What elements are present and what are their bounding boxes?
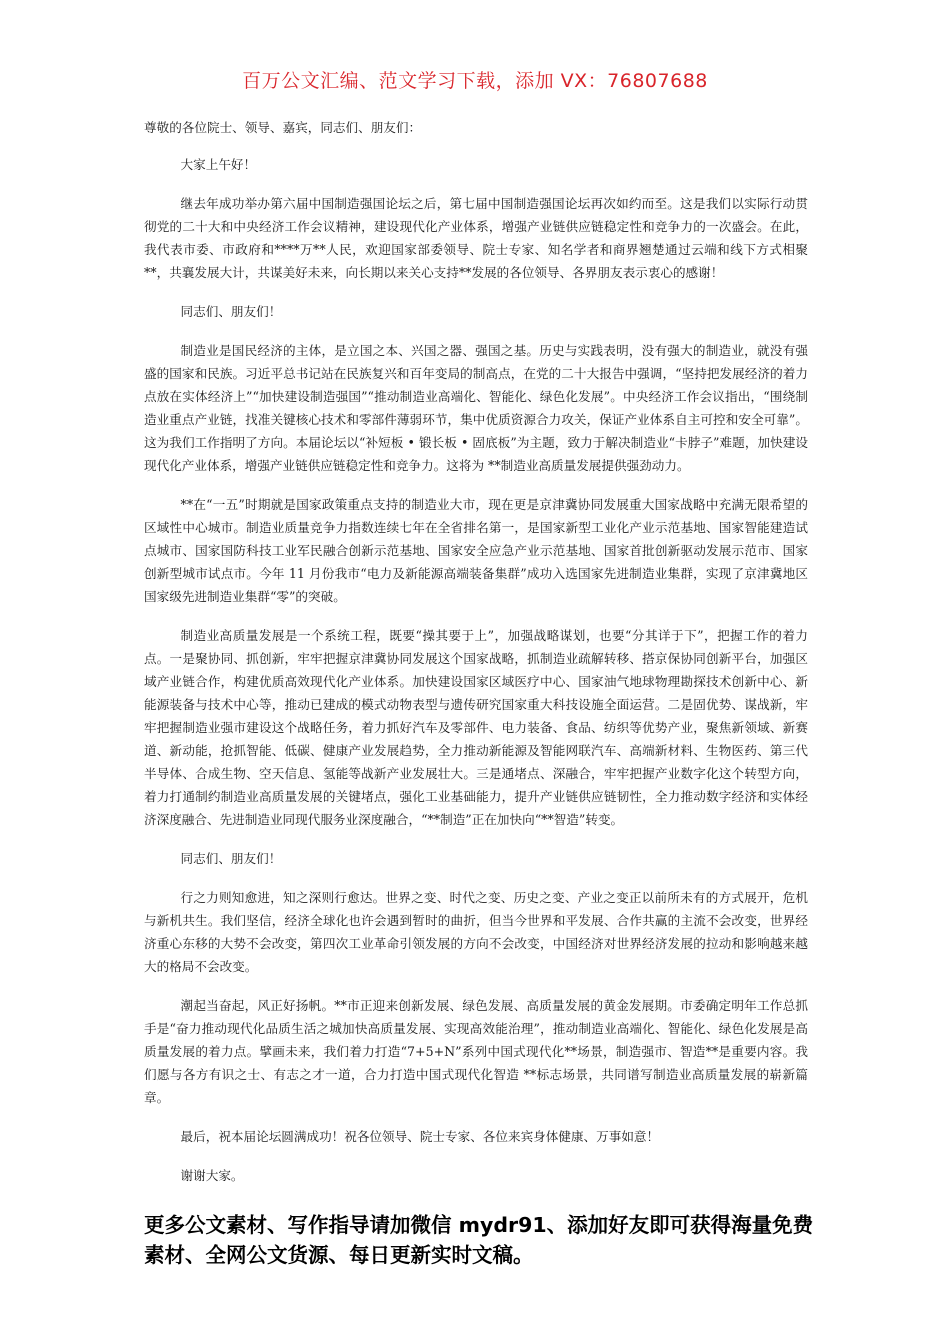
paragraph-thanks: 谢谢大家。: [180, 1168, 244, 1183]
paragraph-future-plans: 潮起当奋起，风正好扬帆。**市正迎来创新发展、绿色发展、高质量发展的黄金发展期。市委确定明年工作总抓手是“奋力推动现代化品质生活之城加快高质量发展、实现高效能治理”，推动制造业高端化、智能化、绿色化发展是高质量发展的着力点。擘画未来，我们着力打造“7+5+N”系列中国式现代化**场景，制造强市、智造**是重要内容。我们愿与各方有识之士、有志之才一道，合力打造中国式现代化智造 **标志场景，共同谱写制造业高质量发展的崭新篇章。: [144, 998, 808, 1105]
paragraph-wishes: 最后，祝本届论坛圆满成功！祝各位领导、院士专家、各位来宾身体健康、万事如意！: [180, 1129, 660, 1144]
footer-promo: 更多公文素材、写作指导请加微信 mydr91、添加好友即可获得海量免费素材、全网公文货源、每日更新实时文稿。: [144, 1213, 814, 1267]
paragraph-address: 同志们、朋友们！: [180, 851, 282, 866]
paragraph-world-changes: 行之力则知愈进，知之深则行愈达。世界之变、时代之变、历史之变、产业之变正以前所未有的方式展开，危机与新机共生。我们坚信，经济全球化也许会遇到暂时的曲折，但当今世界和平发展、合作共赢的主流不会改变，世界经济重心东移的大势不会改变，第四次工业革命引领发展的方向不会改变，中国经济对世界经济发展的拉动和影响越来越大的格局不会改变。: [144, 890, 808, 974]
paragraph-address: 同志们、朋友们！: [180, 304, 282, 319]
paragraph-high-quality-development: 制造业高质量发展是一个系统工程，既要“操其要于上”，加强战略谋划，也要“分其详于下”，把握工作的着力点。一是聚协同、抓创新，牢牢把握京津冀协同发展这个国家战略，抓制造业疏解转移、搭京保协同创新平台，加强区域产业链合作，构建优质高效现代化产业体系。加快建设国家区域医疗中心、国家油气地球物理勘探技术创新中心、新能源装备与技术中心等，推动已建成的模式动物表型与遗传研究国家重大科技设施全面运营。二是固优势、谋战新，牢牢把握制造业强市建设这个战略任务，着力抓好汽车及零部件、电力装备、食品、纺织等优势产业，聚焦新领域、新赛道、新动能，抢抓智能、低碳、健康产业发展趋势，全力推动新能源及智能网联汽车、高端新材料、生物医药、第三代半导体、合成生物、空天信息、氢能等战新产业发展壮大。三是通堵点、深融合，牢牢把握产业数字化这个转型方向，着力打通制约制造业高质量发展的关键堵点，强化工业基础能力，提升产业链供应链韧性，全力推动数字经济和实体经济深度融合、先进制造业同现代服务业深度融合，“**制造”正在加快向“**智造”转变。: [144, 628, 808, 827]
paragraph-welcome: 继去年成功举办第六届中国制造强国论坛之后，第七届中国制造强国论坛再次如约而至。这是我们以实际行动贯彻党的二十大和中央经济工作会议精神，建设现代化产业体系，增强产业链供应链稳定性和竞争力的一次盛会。在此，我代表市委、市政府和****万**人民，欢迎国家部委领导、院士专家、知名学者和商界翘楚通过云端和线下方式相聚**，共襄发展大计，共谋美好未来，向长期以来关心支持**发展的各位领导、各界朋友表示衷心的感谢！: [144, 196, 808, 280]
paragraph-manufacturing: 制造业是国民经济的主体，是立国之本、兴国之器、强国之基。历史与实践表明，没有强大的制造业，就没有强盛的国家和民族。习近平总书记站在民族复兴和百年变局的制高点，在党的二十大报告中强调，“坚持把发展经济的着力点放在实体经济上”“加快建设制造强国”“推动制造业高端化、智能化、绿色化发展”。中央经济工作会议指出，“围绕制造业重点产业链，找准关键核心技术和零部件薄弱环节，集中优质资源合力攻关，保证产业体系自主可控和安全可靠”。这为我们工作指明了方向。本届论坛以“补短板 • 锻长板 • 固底板”为主题，致力于解决制造业“卡脖子”难题，加快建设现代化产业体系，增强产业链供应链稳定性和竞争力。这将为 **制造业高质量发展提供强劲动力。: [144, 343, 808, 473]
paragraph-greeting: 大家上午好！: [180, 157, 257, 172]
speech-body: [144, 116, 808, 1203]
salutation: 尊敬的各位院士、领导、嘉宾，同志们、朋友们：: [144, 120, 422, 135]
header-banner: 百万公文汇编、范文学习下载，添加 VX：76807688: [242, 70, 708, 92]
paragraph-city-profile: **在“一五”时期就是国家政策重点支持的制造业大市，现在更是京津冀协同发展重大国家战略中充满无限希望的区域性中心城市。制造业质量竞争力指数连续七年在全省排名第一，是国家新型工业化产业示范基地、国家智能建造试点城市、国家国防科技工业军民融合创新示范基地、国家安全应急产业示范基地、国家首批创新驱动发展示范市、国家创新型城市试点市。今年 11 月份我市“电力及新能源高端装备集群”成功入选国家先进制造业集群，实现了京津冀地区国家级先进制造业集群“零”的突破。: [144, 497, 808, 604]
